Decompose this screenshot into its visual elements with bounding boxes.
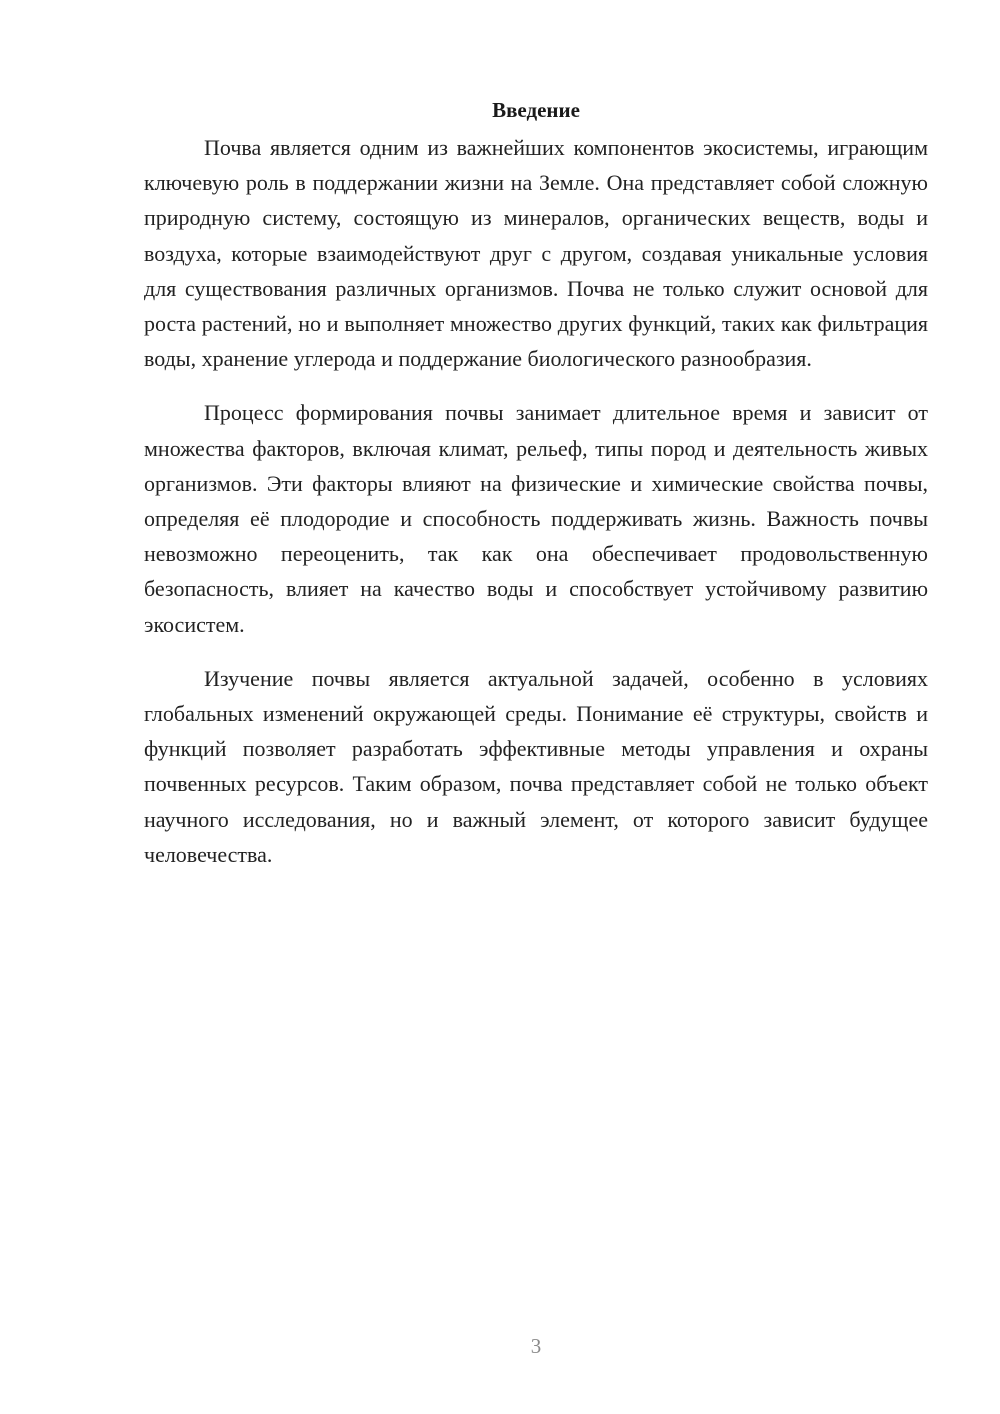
section-title: Введение — [492, 98, 580, 122]
paragraph-1: Почва является одним из важнейших компонентов экосистемы, играющим ключевую роль в поддержании жизни на Земле. Она представляет собой сложную природную систему, состоящую из минералов, органических веществ, воды и воздуха, которые взаимодействуют друг с другом, создавая уникальные условия для существования различных организмов. Почва не только служит основой для роста растений, но и выполняет множество других функций, таких как фильтрация воды, хранение углерода и поддержание биологического разнообразия. — [144, 135, 928, 372]
page-number: 3 — [530, 1334, 542, 1358]
document-body — [144, 92, 928, 891]
paragraph-3: Изучение почвы является актуальной задачей, особенно в условиях глобальных изменений окружающей среды. Понимание её структуры, свойств и функций позволяет разработать эффективные методы управления и охраны почвенных ресурсов. Таким образом, почва представляет собой не только объект научного исследования, но и важный элемент, от которого зависит будущее человечества. — [144, 665, 928, 867]
paragraph-2: Процесс формирования почвы занимает длительное время и зависит от множества факторов, включая климат, рельеф, типы пород и деятельность живых организмов. Эти факторы влияют на физические и химические свойства почвы, определяя её плодородие и способность поддерживать жизнь. Важность почвы невозможно переоценить, так как она обеспечивает продовольственную безопасность, влияет на качество воды и способствует устойчивому развитию экосистем. — [144, 400, 928, 637]
